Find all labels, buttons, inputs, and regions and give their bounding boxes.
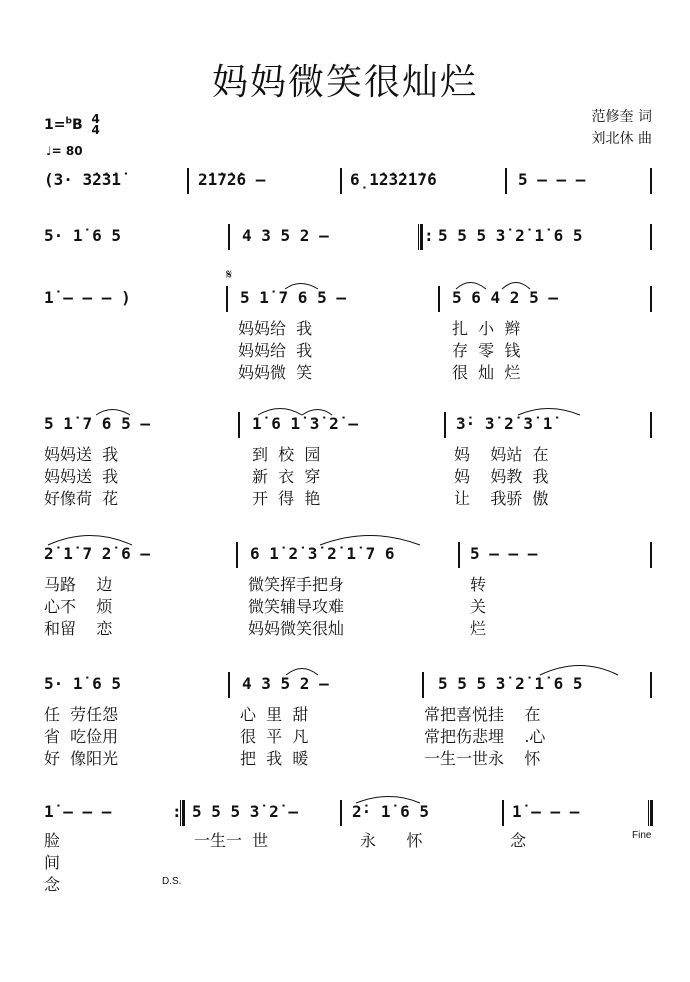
measure-notes: 5 – – – — [470, 544, 538, 563]
lyric: 存 零 钱 — [452, 341, 521, 360]
measure-notes: 4 3 5 2 – — [242, 674, 329, 693]
lyric: 间 — [44, 853, 61, 872]
slur — [286, 669, 318, 676]
lyric: 心 里 甜 — [240, 705, 309, 724]
measure-notes: 1̇ – – – — [512, 802, 580, 821]
lyric: 新 衣 穿 — [252, 467, 321, 486]
key-prefix: 1= — [44, 117, 66, 133]
tempo-value: = 80 — [51, 144, 83, 158]
lyric: 任 劳任怨 — [44, 705, 119, 724]
lyric: 脸 — [44, 831, 61, 850]
measure-notes: 1̇ – – – ) — [44, 288, 131, 307]
lyric: 念 — [44, 875, 61, 894]
lyricist: 范修奎 词 — [591, 109, 652, 125]
lyric: 常把伤悲埋 .心 — [424, 727, 546, 746]
slur — [356, 797, 420, 804]
lyric: 把 我 暖 — [240, 749, 309, 768]
slur — [285, 284, 318, 290]
lyric: 烂 — [470, 619, 487, 638]
lyric: 开 得 艳 — [252, 489, 321, 508]
ds-marking: D.S. — [162, 876, 182, 887]
lyric: 妈妈送 我 — [44, 445, 119, 464]
lyric: 好像荷 花 — [44, 489, 119, 508]
lyric: 很 灿 烂 — [452, 363, 521, 382]
lyric: 微笑辅导攻难 — [248, 597, 345, 616]
lyric: 好 像阳光 — [44, 749, 119, 768]
slur — [302, 410, 332, 416]
lyric: 省 吃俭用 — [44, 727, 119, 746]
measure-notes: 5 5 5 3̇ 2̇ 1̇ 6 5 — [438, 226, 583, 245]
lyric: 一生一世永 怀 — [424, 749, 541, 768]
measure-notes: (3· 3̇2̇3̇1̇ — [44, 170, 122, 189]
lyric: 常把喜悦挂 在 — [424, 705, 541, 724]
lyric: 一生一 世 — [194, 831, 269, 850]
slur — [258, 409, 302, 416]
lyric: 妈 妈教 我 — [454, 467, 549, 486]
measure-notes: 5 1̇ 7 6 5 – — [240, 288, 346, 307]
measure-notes: 1̇ – – – — [44, 802, 112, 821]
song-title: 妈妈微笑很灿烂 — [211, 62, 478, 103]
lyric: 妈妈微笑很灿 — [248, 619, 345, 638]
fine-marking: Fine — [632, 830, 652, 841]
measure-notes: 2̇· 1̇ 6 5 — [352, 802, 430, 821]
repeat-dots: : — [172, 802, 182, 821]
lyric: 妈妈微 笑 — [238, 363, 313, 382]
measure-notes: 2̇1̇7̇2̇6 – — [198, 170, 266, 189]
measure-notes: 5· 1̇ 6 5 — [44, 226, 122, 245]
lyric: 妈妈送 我 — [44, 467, 119, 486]
flat-sign: b — [65, 116, 72, 127]
lyric: 念 — [510, 831, 527, 850]
measure-notes: 5 5 5 3̇ 2̇ 1̇ 6 5 — [438, 674, 583, 693]
measure-notes: 5 6 4 2 5 – — [452, 288, 558, 307]
lyric: 到 校 园 — [252, 445, 321, 464]
slur — [320, 536, 420, 546]
measure-notes: 5 5 5 3̇ 2̇ – — [192, 802, 298, 821]
lyric: 很 平 凡 — [240, 727, 309, 746]
lyric: 扎 小 辫 — [452, 319, 521, 338]
lyric: 妈妈给 我 — [238, 319, 313, 338]
measure-notes: 2̇ 1̇ 7 2̇ 6 – — [44, 544, 150, 563]
lyric: 和留 恋 — [44, 619, 113, 638]
slur — [540, 666, 618, 676]
lyric: 马路 边 — [44, 575, 113, 594]
slur — [518, 409, 580, 416]
lyric: 转 — [470, 575, 487, 594]
slur — [502, 283, 530, 290]
measure-notes: 3̇· 3̇ 2̇ 3̇ 1̇ — [456, 414, 553, 433]
lyric: 妈 妈站 在 — [454, 445, 549, 464]
measure-notes: 5 – – – — [518, 170, 586, 189]
slur — [96, 410, 130, 416]
measure-notes: 5 1̇ 7 6 5 – — [44, 414, 150, 433]
key-note: B — [71, 117, 83, 133]
lyric: 微笑挥手把身 — [248, 575, 345, 594]
time-top: 4 — [91, 112, 100, 126]
time-bottom: 4 — [91, 123, 100, 137]
slur — [456, 283, 486, 290]
measure-notes: 4 3 5 2 – — [242, 226, 329, 245]
measure-notes: 5· 1̇ 6 5 — [44, 674, 122, 693]
lyric: 心不 烦 — [44, 597, 113, 616]
measure-notes: 6̣1̇2̇3̇2̇1̇7̇6 — [350, 170, 437, 189]
lyric: 关 — [470, 597, 487, 616]
measure-notes: 6 1̇ 2̇ 3̇ 2̇ 1̇ 7 6 — [250, 544, 395, 563]
lyric: 永 怀 — [360, 831, 423, 850]
segno-icon: 𝄋 — [226, 266, 233, 282]
composer: 刘北休 曲 — [591, 131, 652, 147]
measure-notes: 1̇ 6 1̇ 3̇ 2̇ – — [252, 414, 358, 433]
slur — [48, 536, 132, 546]
lyric: 妈妈给 我 — [238, 341, 313, 360]
quarter-note-icon: ♩ — [46, 144, 52, 158]
lyric: 让 我骄 傲 — [454, 489, 549, 508]
repeat-dots: : — [424, 226, 434, 245]
